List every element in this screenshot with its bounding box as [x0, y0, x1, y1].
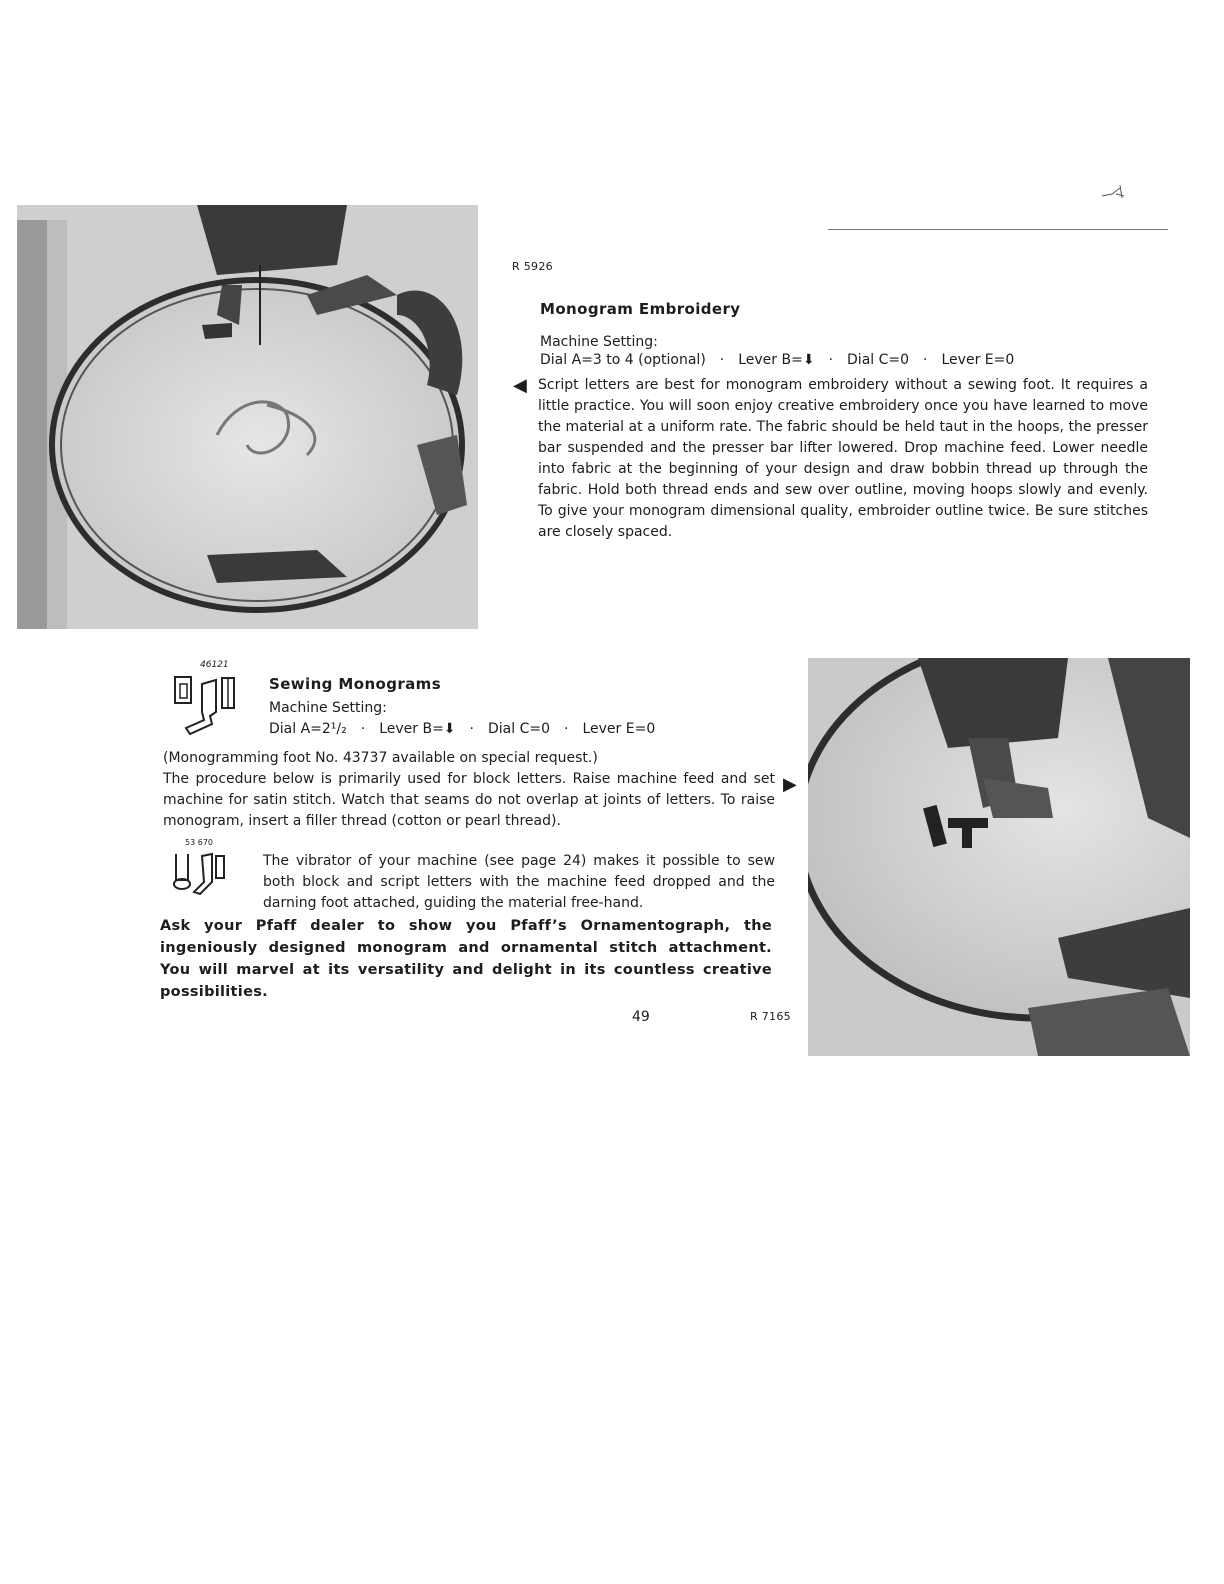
separator: · — [923, 352, 928, 368]
setting-lever-b: Lever B=⬇ — [738, 352, 815, 368]
machine-setting-label: Machine Setting: — [540, 334, 658, 350]
separator: · — [564, 721, 569, 737]
dealer-text: Ask your Pfaff dealer to show you Pfaff’s Ornamentograph, the ingeniously designed monogram and ornamental stitch attachment. You will marvel at its versatility and delight in its countless creative possibilities. — [160, 918, 772, 1000]
left-arrow-icon: ◀ — [513, 375, 527, 396]
separator: · — [719, 352, 725, 368]
monogramming-foot-icon — [172, 672, 242, 738]
photo-code-r5926: R 5926 — [512, 260, 553, 273]
separator: · — [828, 352, 834, 368]
section1-body: Script letters are best for monogram embroidery without a sewing foot. It requires a little practice. You will soon enjoy creative embroidery once you have learned to move the material at a uniform rate. The fabric should be held taut in the hoops, the presser bar suspended and the presser bar lifter lowered. Drop machine feed. Lower needle into fabric at the beginning of your design and draw bobbin thread up through the fabric. Hold both thread ends and sew over outline, moving hoops slowly and evenly. To give your monogram dimensional quality, embroider outline twice. Be sure stitches are closely spaced. — [538, 377, 1148, 540]
section2-note: (Monogramming foot No. 43737 available on special request.) — [163, 750, 598, 766]
setting-lever-e: Lever E=0 — [941, 352, 1015, 368]
machine-setting-label-2: Machine Setting: — [269, 700, 387, 716]
section2-body: The procedure below is primarily used for block letters. Raise machine feed and set machine for satin stitch. Watch that seams do not overlap at joints of letters. To raise monogram, insert a filler thread (cotton or pearl thread). — [163, 771, 775, 829]
setting-dial-a: Dial A=3 to 4 (optional) — [540, 352, 706, 368]
monogram-sewing-photo — [808, 658, 1190, 1056]
setting-dial-a: Dial A=2¹/₂ — [269, 721, 347, 737]
darning-foot-number: 53 670 — [185, 838, 213, 847]
setting-dial-c: Dial C=0 — [488, 721, 551, 737]
separator: · — [469, 721, 474, 737]
machine-settings-2 — [269, 721, 655, 737]
machine-settings — [540, 352, 1014, 368]
embroidery-photo — [17, 205, 478, 629]
section-title-monogram-embroidery: Monogram Embroidery — [540, 300, 741, 318]
section-title-sewing-monograms: Sewing Monograms — [269, 675, 442, 693]
setting-lever-b: Lever B=⬇ — [379, 721, 456, 737]
photo-code-r7165: R 7165 — [750, 1010, 791, 1023]
darning-foot-icon — [170, 850, 230, 900]
separator: · — [360, 721, 366, 737]
right-arrow-icon: ▶ — [783, 774, 797, 795]
page-number: 49 — [632, 1009, 650, 1025]
scan-mark — [1098, 182, 1128, 202]
setting-dial-c: Dial C=0 — [847, 352, 910, 368]
divider-top — [828, 229, 1168, 230]
setting-lever-e: Lever E=0 — [582, 721, 656, 737]
foot-number: 46121 — [200, 660, 229, 670]
vibrator-text: The vibrator of your machine (see page 24) makes it possible to sew both block and script letters with the machine feed dropped and the darning foot attached, guiding the material free-hand. — [263, 853, 775, 911]
